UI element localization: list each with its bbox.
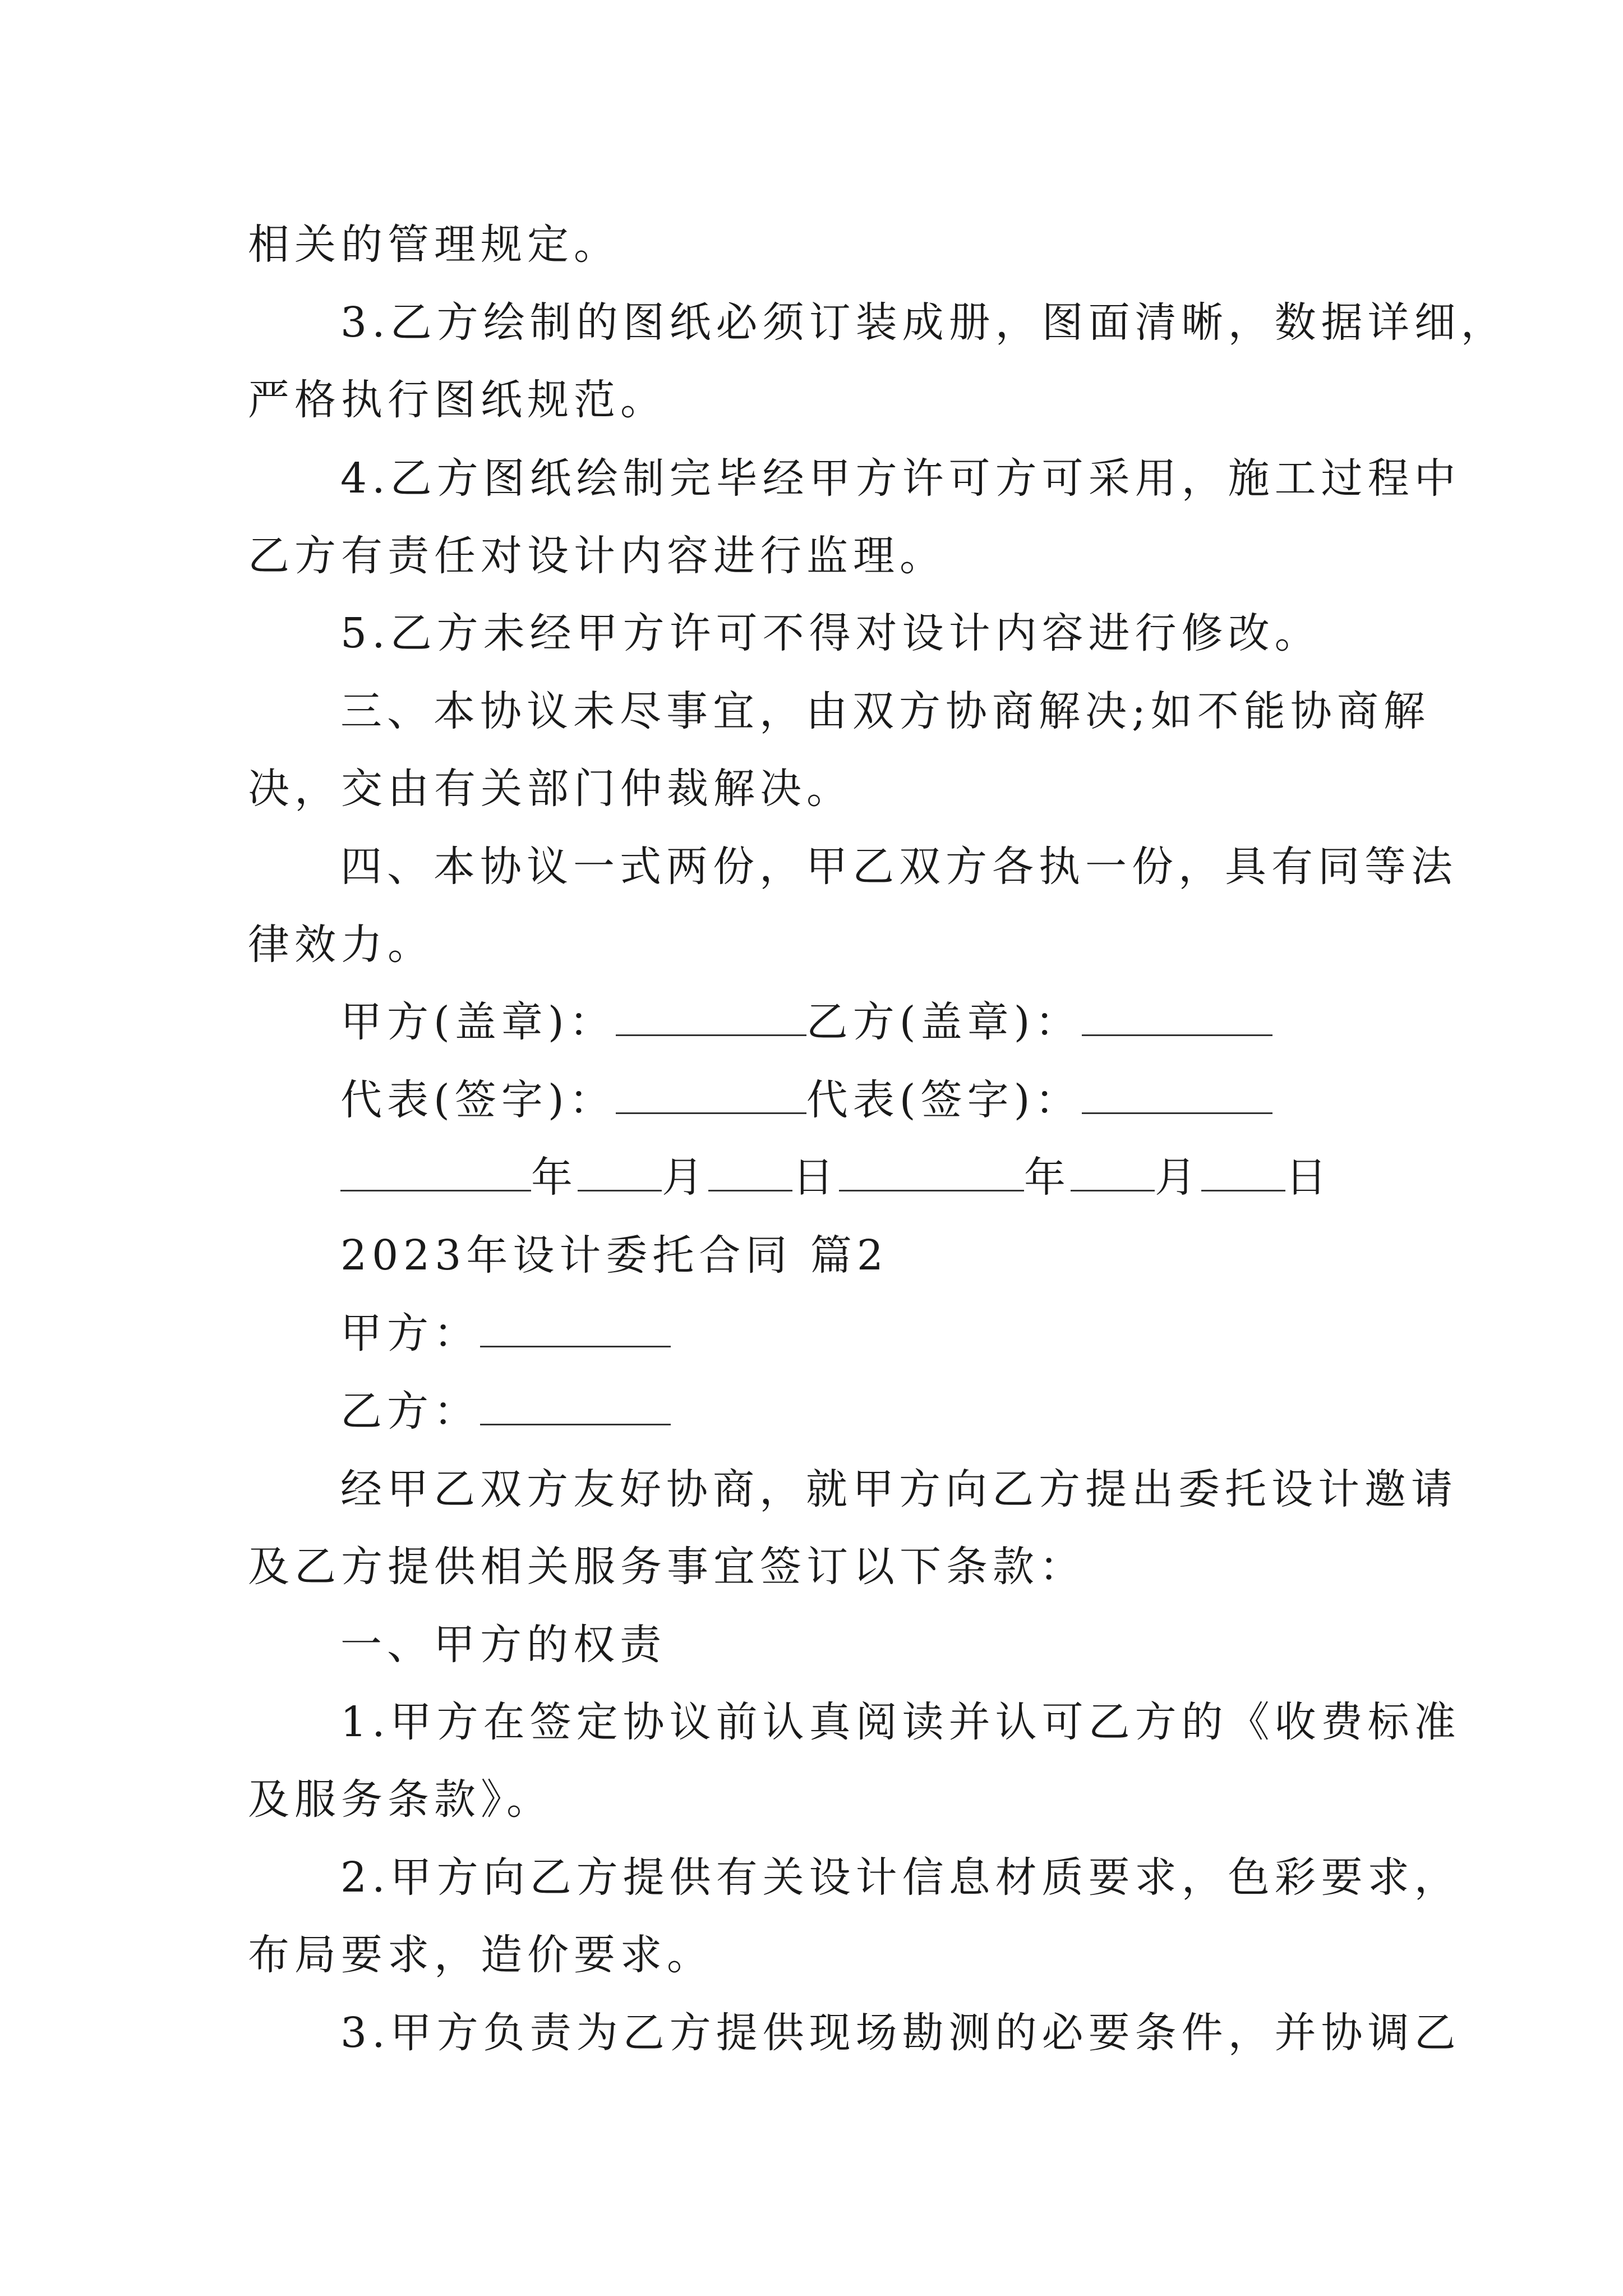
party-b-line [340, 1383, 671, 1439]
year-label: 年 [1024, 1153, 1071, 1202]
month-blank-a [578, 1151, 662, 1191]
party-b-label: 乙方： [340, 1387, 480, 1435]
party-a-blank [480, 1306, 671, 1347]
paragraph-line: 严格执行图纸规范。 [248, 376, 667, 424]
paragraph-line: 决，交由有关部门仲裁解决。 [248, 765, 853, 813]
year-blank-a [340, 1151, 531, 1191]
rep-b-blank [1082, 1073, 1272, 1114]
rep-a-label: 代表(签字)： [340, 1076, 616, 1124]
paragraph-line: 4.乙方图纸绘制完毕经甲方许可方可采用，施工过程中 [340, 454, 1461, 503]
paragraph-line: 相关的管理规定。 [248, 220, 620, 269]
paragraph-line: 2.甲方向乙方提供有关设计信息材质要求，色彩要求， [340, 1853, 1461, 1902]
paragraph-line: 律效力。 [248, 921, 434, 969]
party-b-seal-label: 乙方(盖章)： [806, 998, 1082, 1046]
month-label: 月 [1155, 1153, 1201, 1202]
paragraph-line: 3.甲方负责为乙方提供现场勘测的必要条件，并协调乙 [340, 2009, 1461, 2057]
paragraph-line: 布局要求，造价要求。 [248, 1931, 713, 1979]
signature-line [340, 1072, 1272, 1128]
paragraph-line: 及乙方提供相关服务事宜签订以下条款： [248, 1543, 1086, 1591]
party-a-seal-label: 甲方(盖章)： [340, 998, 616, 1046]
seal-line [340, 994, 1272, 1050]
date-line [340, 1149, 1332, 1205]
paragraph-line: 1.甲方在签定协议前认真阅读并认可乙方的《收费标准 [340, 1698, 1461, 1746]
day-blank-b [1201, 1151, 1285, 1191]
rep-b-label: 代表(签字)： [806, 1076, 1082, 1124]
party-a-label: 甲方： [340, 1309, 480, 1358]
party-b-seal-blank [1082, 995, 1272, 1036]
month-label: 月 [662, 1153, 708, 1202]
paragraph-line: 3.乙方绘制的图纸必须订装成册，图面清晰，数据详细， [340, 298, 1507, 347]
paragraph-line: 及服务条款》。 [248, 1775, 553, 1824]
paragraph-line: 5.乙方未经甲方许可不得对设计内容进行修改。 [340, 609, 1321, 657]
section-heading: 一、甲方的权责 [340, 1621, 666, 1669]
rep-a-blank [616, 1073, 806, 1114]
paragraph-line: 四、本协议一式两份，甲乙双方各执一份，具有同等法 [340, 843, 1458, 891]
year-blank-b [839, 1151, 1024, 1191]
section-title: 2023年设计委托合同 篇2 [340, 1231, 888, 1280]
paragraph-line: 乙方有责任对设计内容进行监理。 [248, 532, 946, 580]
party-a-seal-blank [616, 995, 806, 1036]
party-a-line [340, 1305, 671, 1361]
month-blank-b [1071, 1151, 1155, 1191]
day-blank-a [708, 1151, 792, 1191]
year-label: 年 [531, 1153, 578, 1202]
party-b-blank [480, 1384, 671, 1425]
day-label: 日 [1285, 1153, 1332, 1202]
day-label: 日 [792, 1153, 839, 1202]
paragraph-line: 经甲乙双方友好协商，就甲方向乙方提出委托设计邀请 [340, 1465, 1458, 1513]
paragraph-line: 三、本协议未尽事宜，由双方协商解决;如不能协商解 [340, 687, 1430, 735]
